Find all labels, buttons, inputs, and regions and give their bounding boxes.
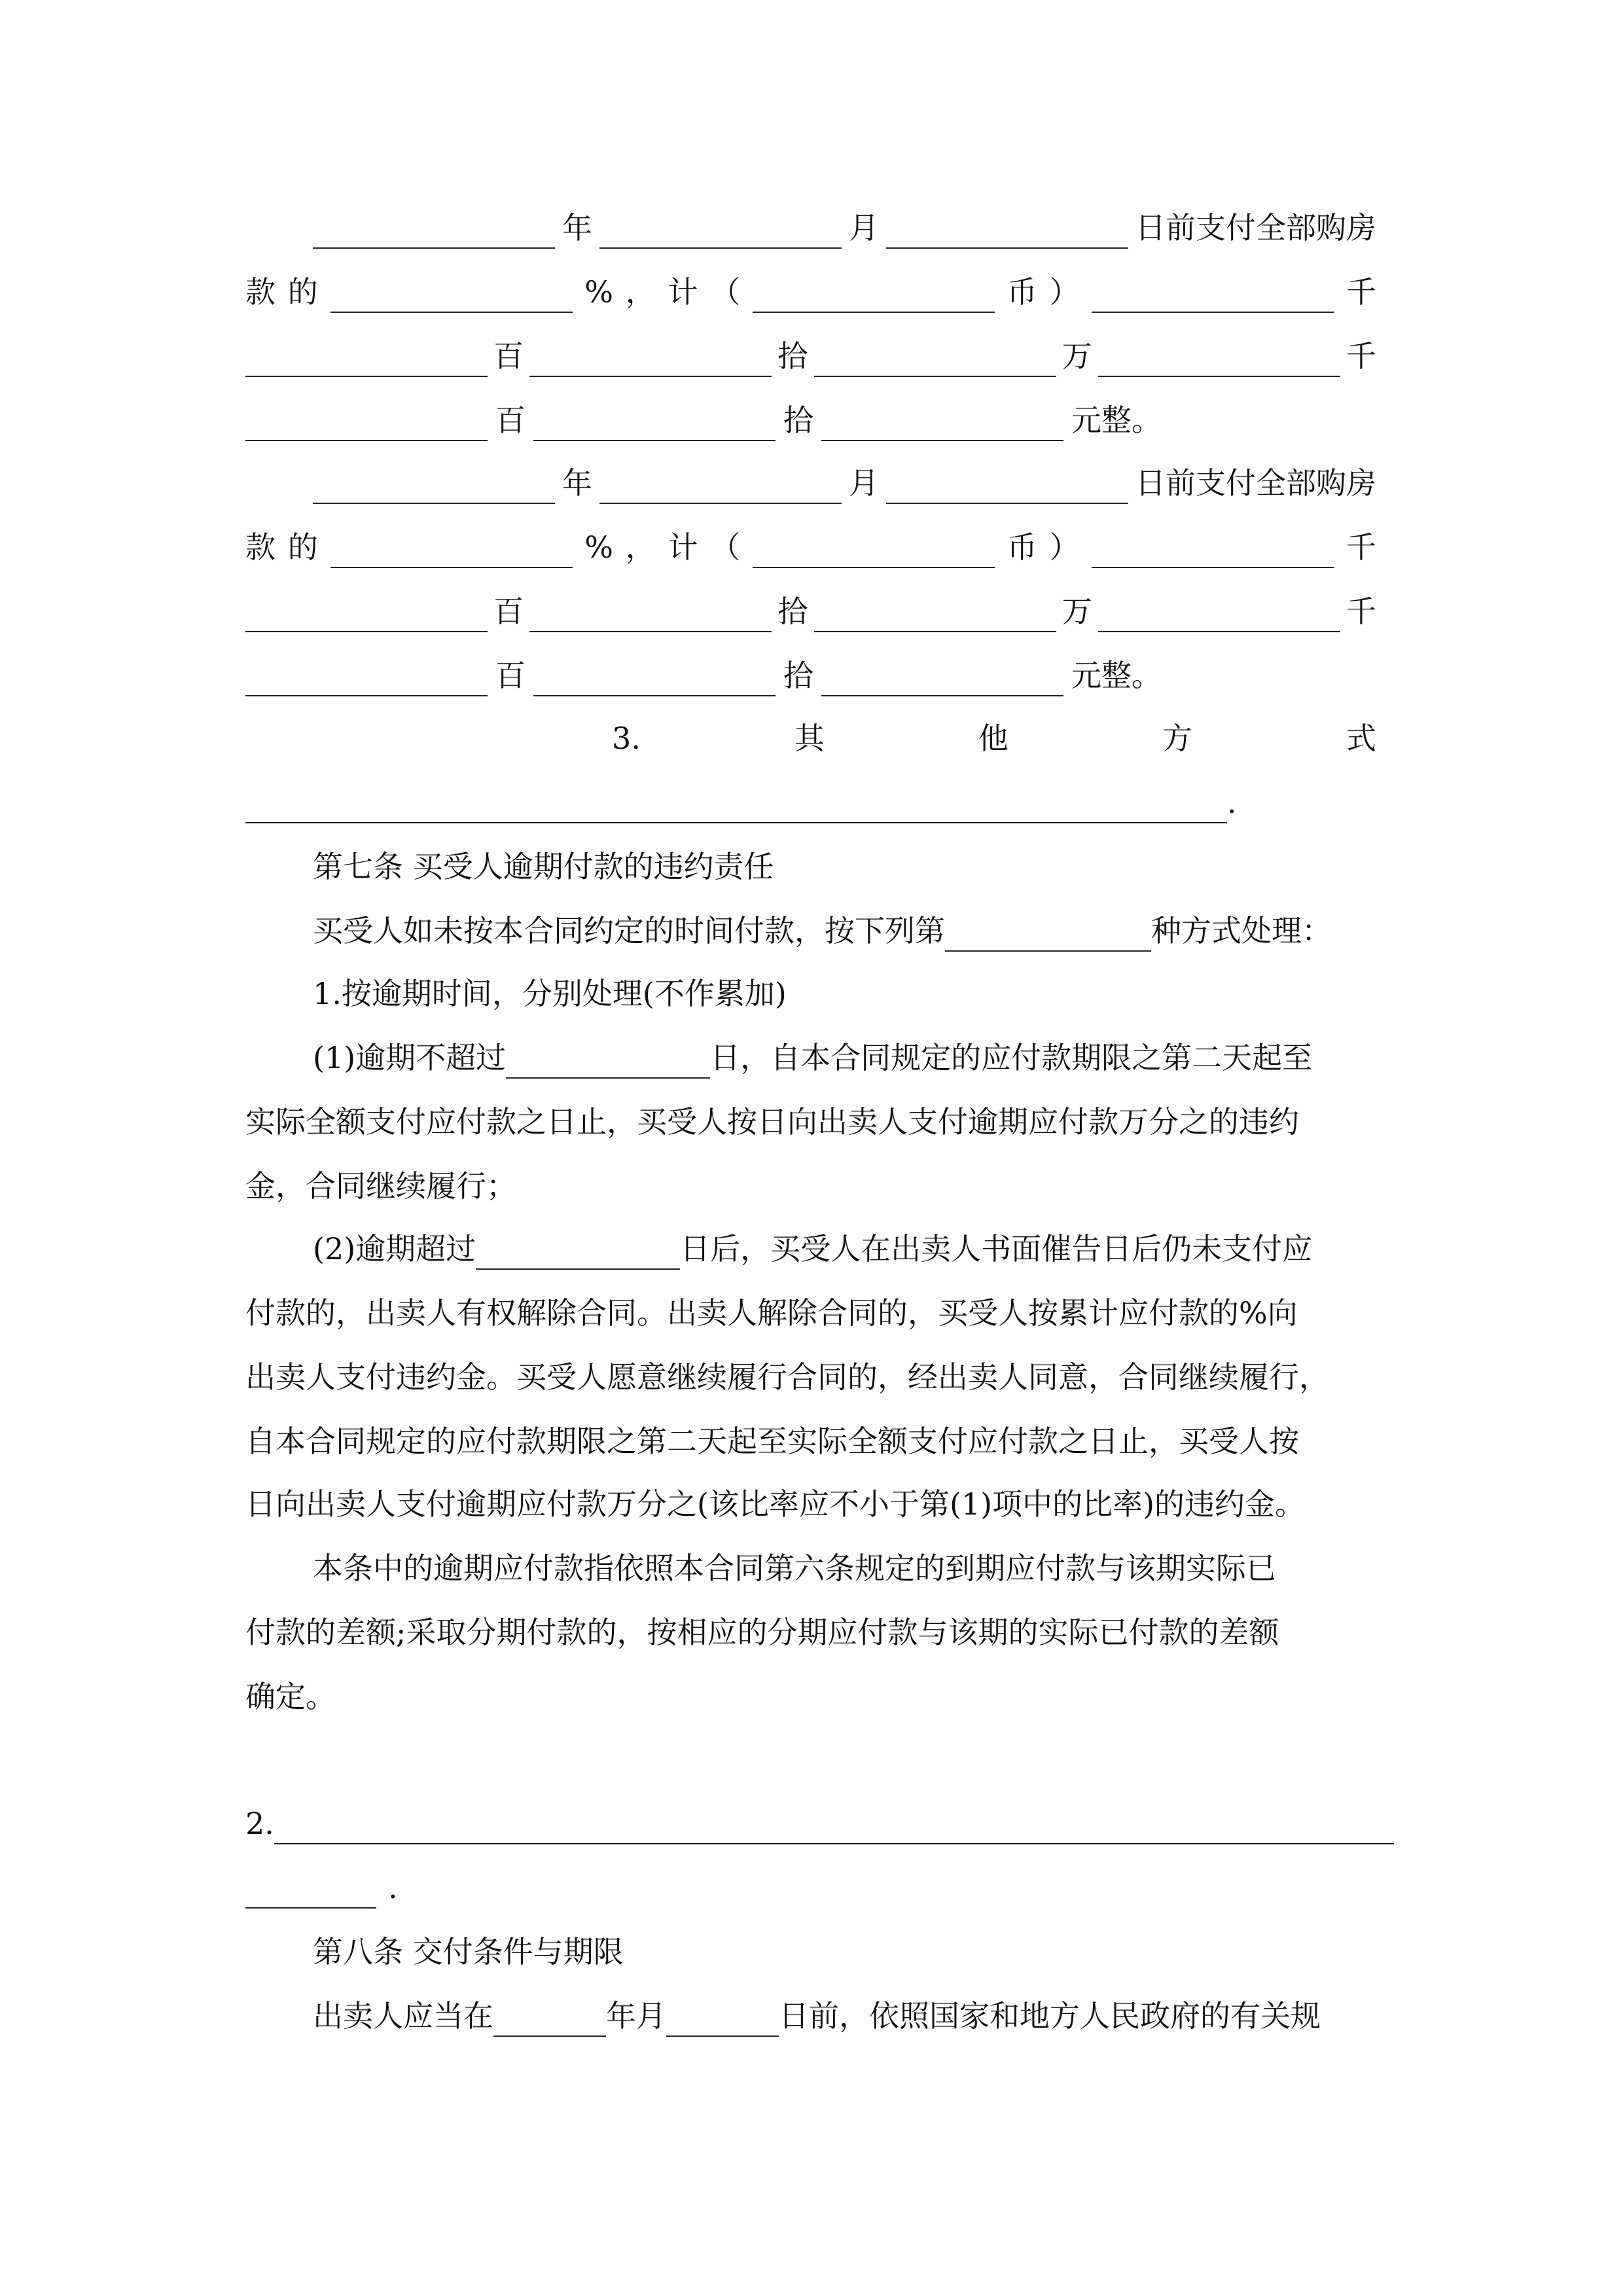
payment-date-line-2: 年 月 日前支付全部购房	[245, 462, 1376, 504]
article-7-title: 第七条 买受人逾期付款的违约责任	[313, 849, 774, 884]
month-blank[interactable]	[599, 213, 842, 249]
article-7-item-2: 2.	[245, 1803, 1394, 1844]
percent-blank[interactable]	[330, 278, 573, 313]
item-2-blank[interactable]	[274, 1809, 1394, 1844]
payment-amount-end-1: 百 拾 元整。	[245, 399, 1162, 441]
other-method-blank[interactable]	[245, 788, 1227, 823]
article-7-item-2-end: .	[245, 1867, 398, 1909]
payment-amount-end-2: 百 拾 元整。	[245, 655, 1162, 696]
payment-amount-line-1: 百 拾 万 千	[245, 335, 1376, 377]
article-8-line1: 出卖人应当在 年月 日前，依照国家和地方人民政府的有关规	[313, 1995, 1321, 2037]
article-7-item-1: 1.按逾期时间，分别处理(不作累加)	[313, 976, 787, 1011]
day-blank[interactable]	[886, 213, 1128, 249]
other-method-blank-line: .	[245, 781, 1237, 823]
payment-percent-line-1: 款 的 % ， 计 （ 币 ） 千	[245, 271, 1376, 313]
year-blank[interactable]	[313, 213, 555, 249]
amount-blank[interactable]	[1092, 278, 1334, 313]
article-7-p2-line1: (2)逾期超过 日后，买受人在出卖人书面催告日后仍未支付应	[313, 1228, 1312, 1270]
delivery-year-blank[interactable]	[493, 2001, 606, 2037]
overdue-days-blank-2[interactable]	[476, 1234, 680, 1270]
article-7-intro: 买受人如未按本合同约定的时间付款，按下列第 种方式处理：	[313, 910, 1332, 952]
method-number-blank[interactable]	[945, 916, 1151, 952]
payment-date-line-1: 年 月 日前支付全部购房	[245, 207, 1376, 249]
other-method-line: 3. 其 他 方 式	[612, 721, 1376, 756]
currency-blank[interactable]	[753, 278, 995, 313]
payment-percent-line-2: 款 的 % ， 计 （ 币 ） 千	[245, 526, 1376, 568]
overdue-days-blank[interactable]	[506, 1043, 710, 1079]
article-8-title: 第八条 交付条件与期限	[313, 1934, 624, 1969]
delivery-day-blank[interactable]	[666, 2001, 779, 2037]
document-page: 年 月 日前支付全部购房 款 的 % ， 计 （ 币 ） 千 百 拾 万 千 百 拾 元整。 年 月 日前支付全部购房 款 的 % ， 计 （ 币 ） 千 百 拾 万 千 百 拾 元整。 3. 其 他 方 式 . 第七条 买受人逾期付款的违约责任 买受人如未按本合同约定的时间付款，按下列第 种方式处理： 1.按逾期时间，分别处理(不作累加) (1)逾期不超过 日，自本合同规定的应付款期限之第二天起至 实际全额支付应付款之日止，买受人按日向出卖人支付逾期应付款万分之的违约 金，合同继续履行； (2)逾期超过 日后，买受人在出卖人书面催告日后仍未支付应 付款的，出卖人有权解除合同。出卖人解除合同的，买受人按累计应付款的%向 出卖人支付违约金。买受人愿意继续履行合同的，经出卖人同意，合同继续履行， 自本合同规定的应付款期限之第二天起至实际全额支付应付款之日止，买受人按 日向出卖人支付逾期应付款万分之(该比率应不小于第(1)项中的比率)的违约金。 本条中的逾期应付款指依照本合同第六条规定的到期应付款与该期实际已 付款的差额;采取分期付款的，按相应的分期应付款与该期的实际已付款的差额 确定。 2. . 第八条 交付条件与期限 出卖人应当在 年月 日前，依照国家和地方人民政府的有关规	[0, 0, 1623, 2296]
article-7-p1-line1: (1)逾期不超过 日，自本合同规定的应付款期限之第二天起至	[313, 1037, 1312, 1079]
payment-amount-line-2: 百 拾 万 千	[245, 590, 1376, 632]
